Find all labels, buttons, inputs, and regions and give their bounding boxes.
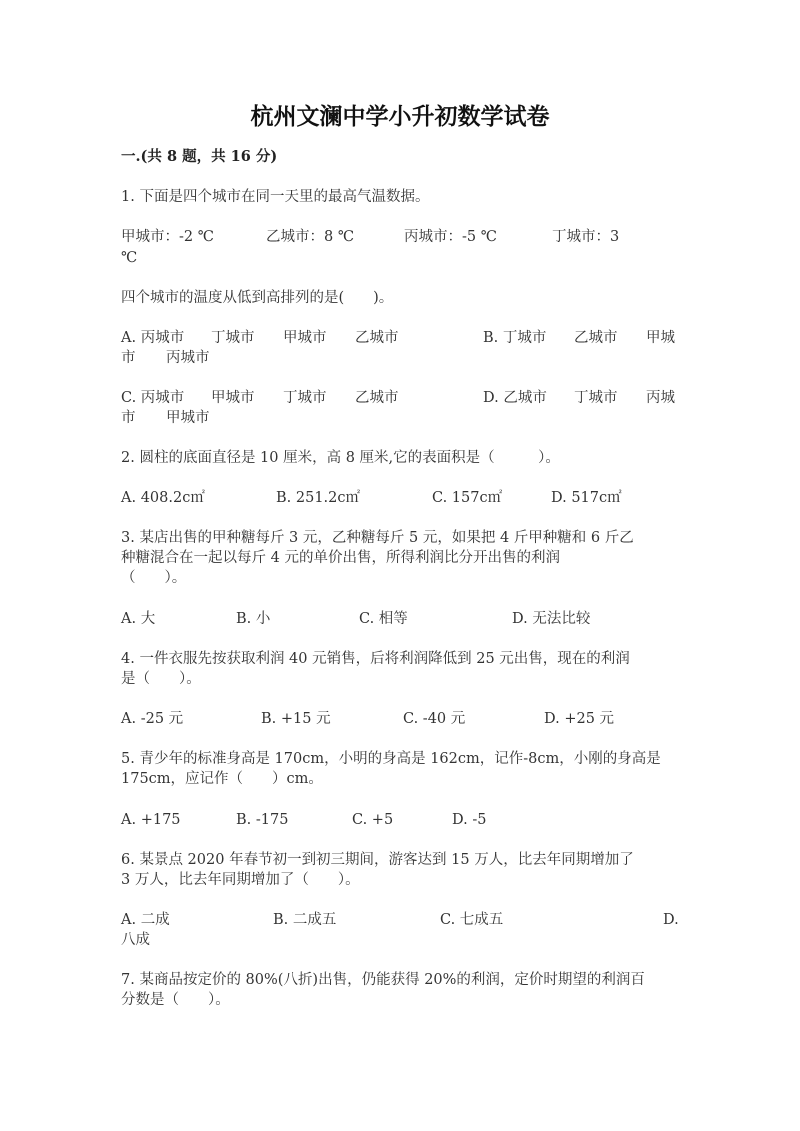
option-c: C. +5 <box>352 812 394 828</box>
option-a: A. 大 <box>121 611 156 627</box>
option-d: D. -5 <box>452 812 487 828</box>
question-3-stem: 3. 某店出售的甲种糖每斤 3 元，乙种糖每斤 5 元，如果把 4 斤甲种糖和 6 斤乙 <box>121 530 634 546</box>
city-temp: 丁城市：3 <box>552 229 620 245</box>
option-b: B. 小 <box>236 611 271 627</box>
option-c: C. 157c㎡ <box>432 490 503 506</box>
city-temp-wrap: ℃ <box>121 250 138 266</box>
option-a: A. 丙城市 <box>121 330 185 346</box>
option-a-item: 甲城市 <box>283 330 327 346</box>
option-d: D. <box>663 912 679 928</box>
page-title: 杭州文澜中学小升初数学试卷 <box>250 103 550 130</box>
option-d: D. 517c㎡ <box>551 490 622 506</box>
option-b: B. 251.2c㎡ <box>276 490 361 506</box>
question-1-stem: 1. 下面是四个城市在同一天里的最高气温数据。 <box>121 189 430 205</box>
option-c-item: 甲城市 <box>211 390 255 406</box>
option-b: B. +15 元 <box>261 711 331 727</box>
option-b: B. -175 <box>236 812 289 828</box>
option-a: A. 408.2c㎡ <box>121 490 205 506</box>
option-d: D. +25 元 <box>544 711 615 727</box>
city-temp: 丙城市：-5 ℃ <box>404 229 497 245</box>
question-5-stem: 5. 青少年的标准身高是 170cm，小明的身高是 162cm，记作-8cm，小刚的身高是 <box>121 751 661 767</box>
question-1-ask: 四个城市的温度从低到高排列的是( )。 <box>121 290 394 306</box>
city-temp: 甲城市：-2 ℃ <box>121 229 214 245</box>
option-b: B. 二成五 <box>273 912 337 928</box>
question-5-stem: 175cm，应记作（ ）cm。 <box>121 771 323 787</box>
question-7-stem: 分数是（ ）。 <box>121 992 230 1008</box>
question-3-stem: （ ）。 <box>121 570 187 586</box>
option-d-item: 丙城 <box>646 390 675 406</box>
city-temp: 乙城市：8 ℃ <box>266 229 355 245</box>
question-3-stem: 种糖混合在一起以每斤 4 元的单价出售，所得利润比分开出售的利润 <box>121 550 560 566</box>
option-b: B. 丁城市 <box>483 330 547 346</box>
option-d-item: 丁城市 <box>574 390 618 406</box>
option-c: C. 相等 <box>359 611 408 627</box>
option-b-item: 丙城市 <box>166 350 210 366</box>
question-6-stem: 3 万人，比去年同期增加了（ ）。 <box>121 872 360 888</box>
option-d: D. 乙城市 <box>483 390 547 406</box>
option-c: C. 丙城市 <box>121 390 185 406</box>
option-c-item: 乙城市 <box>355 390 399 406</box>
option-c: C. 七成五 <box>440 912 504 928</box>
option-a-item: 丁城市 <box>211 330 255 346</box>
option-a: A. -25 元 <box>121 711 184 727</box>
option-d-item: 甲城市 <box>166 410 210 426</box>
question-7-stem: 7. 某商品按定价的 80%(八折)出售，仍能获得 20%的利润，定价时期望的利润百 <box>121 972 645 988</box>
option-a: A. +175 <box>121 812 181 828</box>
option-a-item: 乙城市 <box>355 330 399 346</box>
option-a: A. 二成 <box>121 912 170 928</box>
option-b-item: 市 <box>121 350 136 366</box>
option-c: C. -40 元 <box>403 711 466 727</box>
section-heading: 一.(共 8 题，共 16 分) <box>121 148 278 165</box>
question-4-stem: 是（ ）。 <box>121 671 201 687</box>
option-c-item: 丁城市 <box>283 390 327 406</box>
question-6-stem: 6. 某景点 2020 年春节初一到初三期间，游客达到 15 万人，比去年同期增加了 <box>121 852 634 868</box>
option-b-item: 乙城市 <box>574 330 618 346</box>
question-2-stem: 2. 圆柱的底面直径是 10 厘米，高 8 厘米,它的表面积是（ ）。 <box>121 450 560 466</box>
question-4-stem: 4. 一件衣服先按获取利润 40 元销售，后将利润降低到 25 元出售，现在的利润 <box>121 651 630 667</box>
option-b-item: 甲城 <box>646 330 675 346</box>
option-d-item: 市 <box>121 410 136 426</box>
option-d-wrap: 八成 <box>121 932 150 948</box>
option-d: D. 无法比较 <box>512 611 591 627</box>
